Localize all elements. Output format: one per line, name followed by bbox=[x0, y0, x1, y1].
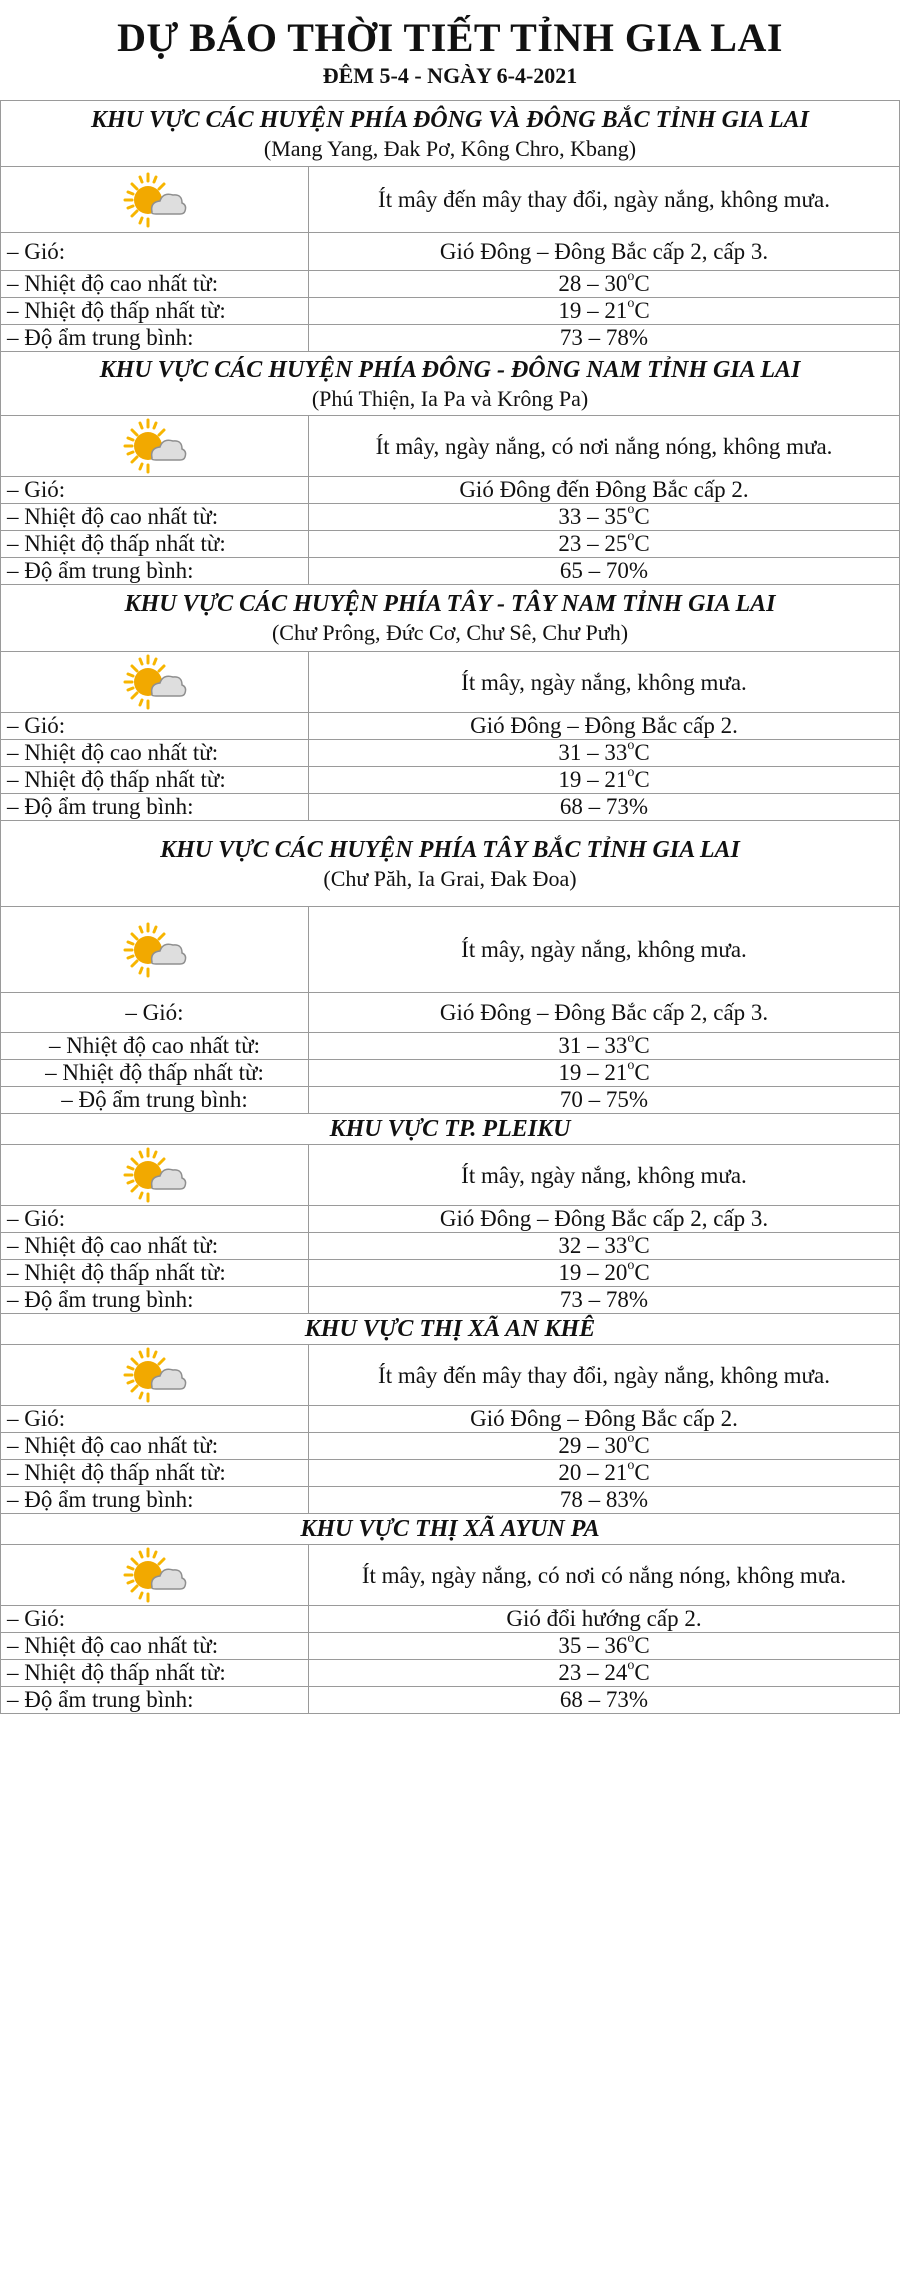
wind-value bbox=[309, 477, 900, 504]
degree-mark: o bbox=[627, 1231, 635, 1246]
value-text: 65 – 70% bbox=[559, 558, 649, 583]
max-temp-label: – Nhiệt độ cao nhất từ: bbox=[1, 1033, 309, 1060]
weather-description: Ít mây đến mây thay đổi, ngày nắng, không mưa. bbox=[309, 167, 900, 233]
humidity-label: – Độ ẩm trung bình: bbox=[1, 325, 309, 352]
max-temp-value bbox=[309, 1633, 900, 1660]
min-temp-label: – Nhiệt độ thấp nhất từ: bbox=[1, 1460, 309, 1487]
value-text: 31 – 33 bbox=[558, 1033, 628, 1058]
celsius-unit: C bbox=[634, 1433, 650, 1458]
max-temp-row bbox=[1, 1233, 900, 1260]
min-temp-value bbox=[309, 767, 900, 794]
weather-icon-cell bbox=[1, 907, 309, 993]
wind-label: – Gió: bbox=[1, 233, 309, 271]
max-temp-row bbox=[1, 271, 900, 298]
section-districts: (Chư Păh, Ia Grai, Đak Đoa) bbox=[323, 865, 577, 891]
max-temp-row bbox=[1, 1433, 900, 1460]
page-title: DỰ BÁO THỜI TIẾT TỈNH GIA LAI bbox=[117, 15, 783, 60]
max-temp-value bbox=[309, 1433, 900, 1460]
weather-summary-row bbox=[1, 907, 900, 993]
section-title: KHU VỰC CÁC HUYỆN PHÍA ĐÔNG - ĐÔNG NAM TỈNH GIA LAI bbox=[99, 356, 801, 383]
degree-mark: o bbox=[627, 502, 635, 517]
max-temp-value bbox=[309, 1033, 900, 1060]
value-text: Gió Đông – Đông Bắc cấp 2. bbox=[470, 1406, 738, 1431]
min-temp-value bbox=[309, 298, 900, 325]
celsius-unit: C bbox=[634, 1033, 650, 1058]
section-header-cell bbox=[1, 1114, 900, 1145]
min-temp-row bbox=[1, 531, 900, 558]
value-text: 19 – 20 bbox=[558, 1260, 628, 1285]
humidity-value bbox=[309, 1287, 900, 1314]
wind-row bbox=[1, 993, 900, 1033]
humidity-label: – Độ ẩm trung bình: bbox=[1, 1087, 309, 1114]
wind-value bbox=[309, 1406, 900, 1433]
weather-icon-cell bbox=[1, 167, 309, 233]
weather-icon-cell bbox=[1, 652, 309, 713]
value-text: 32 – 33 bbox=[558, 1233, 628, 1258]
humidity-value bbox=[309, 794, 900, 821]
sun-behind-cloud-icon bbox=[122, 1345, 188, 1405]
forecast-table bbox=[0, 100, 900, 1714]
value-text: 19 – 21 bbox=[558, 767, 628, 792]
degree-mark: o bbox=[627, 1031, 635, 1046]
weather-icon-cell bbox=[1, 1545, 309, 1606]
section-header bbox=[1, 101, 900, 167]
humidity-label: – Độ ẩm trung bình: bbox=[1, 558, 309, 585]
wind-value bbox=[309, 1206, 900, 1233]
degree-mark: o bbox=[627, 269, 635, 284]
section-title: KHU VỰC THỊ XÃ AYUN PA bbox=[300, 1516, 600, 1542]
humidity-row bbox=[1, 1487, 900, 1514]
wind-row bbox=[1, 1606, 900, 1633]
wind-label: – Gió: bbox=[1, 1206, 309, 1233]
min-temp-row bbox=[1, 1660, 900, 1687]
page-subtitle: ĐÊM 5-4 - NGÀY 6-4-2021 bbox=[322, 63, 578, 88]
weather-description: Ít mây, ngày nắng, không mưa. bbox=[309, 1145, 900, 1206]
max-temp-value bbox=[309, 271, 900, 298]
humidity-value bbox=[309, 1487, 900, 1514]
value-text: 29 – 30 bbox=[558, 1433, 628, 1458]
min-temp-row bbox=[1, 1460, 900, 1487]
wind-value bbox=[309, 713, 900, 740]
max-temp-label: – Nhiệt độ cao nhất từ: bbox=[1, 271, 309, 298]
humidity-row bbox=[1, 794, 900, 821]
value-text: 23 – 25 bbox=[558, 531, 628, 556]
humidity-label: – Độ ẩm trung bình: bbox=[1, 794, 309, 821]
section-header bbox=[1, 585, 900, 652]
weather-description: Ít mây đến mây thay đổi, ngày nắng, không mưa. bbox=[309, 1345, 900, 1406]
max-temp-row bbox=[1, 740, 900, 767]
weather-description: Ít mây, ngày nắng, có nơi nắng nóng, không mưa. bbox=[309, 416, 900, 477]
humidity-row bbox=[1, 1287, 900, 1314]
wind-row bbox=[1, 713, 900, 740]
degree-mark: o bbox=[627, 1458, 635, 1473]
section-header bbox=[1, 1314, 900, 1345]
max-temp-label: – Nhiệt độ cao nhất từ: bbox=[1, 1633, 309, 1660]
wind-row bbox=[1, 1406, 900, 1433]
sun-behind-cloud-icon bbox=[122, 920, 188, 980]
value-text: 20 – 21 bbox=[558, 1460, 628, 1485]
max-temp-row bbox=[1, 1633, 900, 1660]
value-text: 33 – 35 bbox=[558, 504, 628, 529]
weather-description: Ít mây, ngày nắng, không mưa. bbox=[309, 907, 900, 993]
max-temp-value bbox=[309, 1233, 900, 1260]
min-temp-row bbox=[1, 1260, 900, 1287]
max-temp-value bbox=[309, 504, 900, 531]
value-text: 73 – 78% bbox=[559, 325, 649, 350]
min-temp-label: – Nhiệt độ thấp nhất từ: bbox=[1, 1060, 309, 1087]
celsius-unit: C bbox=[634, 1260, 650, 1285]
sun-behind-cloud-icon bbox=[122, 652, 188, 712]
celsius-unit: C bbox=[634, 1633, 650, 1658]
min-temp-label: – Nhiệt độ thấp nhất từ: bbox=[1, 531, 309, 558]
sun-behind-cloud-icon bbox=[122, 170, 188, 230]
wind-label: – Gió: bbox=[1, 713, 309, 740]
humidity-row bbox=[1, 325, 900, 352]
celsius-unit: C bbox=[634, 1660, 650, 1685]
value-text: 19 – 21 bbox=[558, 298, 628, 323]
value-text: 23 – 24 bbox=[558, 1660, 628, 1685]
wind-row bbox=[1, 233, 900, 271]
section-title: KHU VỰC THỊ XÃ AN KHÊ bbox=[304, 1316, 596, 1342]
degree-mark: o bbox=[627, 296, 635, 311]
section-header-cell bbox=[1, 352, 900, 416]
degree-mark: o bbox=[627, 765, 635, 780]
max-temp-label: – Nhiệt độ cao nhất từ: bbox=[1, 1233, 309, 1260]
wind-value bbox=[309, 993, 900, 1033]
min-temp-label: – Nhiệt độ thấp nhất từ: bbox=[1, 298, 309, 325]
section-header-cell bbox=[1, 101, 900, 167]
min-temp-row bbox=[1, 298, 900, 325]
value-text: 73 – 78% bbox=[559, 1287, 649, 1312]
min-temp-value bbox=[309, 1460, 900, 1487]
section-header-cell bbox=[1, 821, 900, 907]
value-text: Gió Đông – Đông Bắc cấp 2, cấp 3. bbox=[439, 1206, 769, 1231]
section-header bbox=[1, 352, 900, 416]
section-title: KHU VỰC CÁC HUYỆN PHÍA ĐÔNG VÀ ĐÔNG BẮC TỈNH GIA LAI bbox=[90, 106, 810, 133]
wind-label: – Gió: bbox=[1, 477, 309, 504]
min-temp-row bbox=[1, 767, 900, 794]
section-districts: (Mang Yang, Đak Pơ, Kông Chro, Kbang) bbox=[263, 135, 637, 161]
degree-mark: o bbox=[627, 1058, 635, 1073]
section-header bbox=[1, 1114, 900, 1145]
humidity-row bbox=[1, 1087, 900, 1114]
value-text: Gió Đông đến Đông Bắc cấp 2. bbox=[459, 477, 749, 502]
value-text: 31 – 33 bbox=[558, 740, 628, 765]
section-title: KHU VỰC CÁC HUYỆN PHÍA TÂY BẮC TỈNH GIA LAI bbox=[160, 836, 740, 863]
degree-mark: o bbox=[627, 1258, 635, 1273]
degree-mark: o bbox=[627, 1631, 635, 1646]
min-temp-value bbox=[309, 531, 900, 558]
wind-label: – Gió: bbox=[1, 993, 309, 1033]
degree-mark: o bbox=[627, 738, 635, 753]
wind-row bbox=[1, 1206, 900, 1233]
weather-description: Ít mây, ngày nắng, không mưa. bbox=[309, 652, 900, 713]
degree-mark: o bbox=[627, 1431, 635, 1446]
humidity-label: – Độ ẩm trung bình: bbox=[1, 1487, 309, 1514]
value-text: 70 – 75% bbox=[559, 1087, 649, 1112]
celsius-unit: C bbox=[634, 1460, 650, 1485]
wind-label: – Gió: bbox=[1, 1406, 309, 1433]
min-temp-label: – Nhiệt độ thấp nhất từ: bbox=[1, 1260, 309, 1287]
min-temp-row bbox=[1, 1060, 900, 1087]
weather-icon-cell bbox=[1, 1145, 309, 1206]
section-title: KHU VỰC TP. PLEIKU bbox=[329, 1116, 571, 1142]
min-temp-value bbox=[309, 1060, 900, 1087]
weather-summary-row bbox=[1, 167, 900, 233]
value-text: 19 – 21 bbox=[558, 1060, 628, 1085]
max-temp-label: – Nhiệt độ cao nhất từ: bbox=[1, 1433, 309, 1460]
max-temp-value bbox=[309, 740, 900, 767]
humidity-row bbox=[1, 1687, 900, 1714]
humidity-value bbox=[309, 1687, 900, 1714]
celsius-unit: C bbox=[634, 767, 650, 792]
section-title: KHU VỰC CÁC HUYỆN PHÍA TÂY - TÂY NAM TỈNH GIA LAI bbox=[124, 591, 776, 617]
section-header-cell bbox=[1, 1514, 900, 1545]
value-text: 68 – 73% bbox=[559, 1687, 649, 1712]
weather-icon-cell bbox=[1, 416, 309, 477]
humidity-label: – Độ ẩm trung bình: bbox=[1, 1287, 309, 1314]
value-text: 68 – 73% bbox=[559, 794, 649, 819]
wind-value bbox=[309, 233, 900, 271]
weather-summary-row bbox=[1, 416, 900, 477]
section-districts: (Chư Prông, Đức Cơ, Chư Sê, Chư Pưh) bbox=[271, 620, 629, 645]
weather-summary-row bbox=[1, 1545, 900, 1606]
celsius-unit: C bbox=[634, 531, 650, 556]
sun-behind-cloud-icon bbox=[122, 1545, 188, 1605]
section-header bbox=[1, 1514, 900, 1545]
value-text: 35 – 36 bbox=[558, 1633, 628, 1658]
weather-description: Ít mây, ngày nắng, có nơi có nắng nóng, không mưa. bbox=[309, 1545, 900, 1606]
humidity-value bbox=[309, 325, 900, 352]
sun-behind-cloud-icon bbox=[122, 1145, 188, 1205]
min-temp-label: – Nhiệt độ thấp nhất từ: bbox=[1, 1660, 309, 1687]
value-text: Gió đổi hướng cấp 2. bbox=[506, 1606, 702, 1631]
humidity-value bbox=[309, 558, 900, 585]
section-header-cell bbox=[1, 1314, 900, 1345]
section-header-cell bbox=[1, 585, 900, 652]
value-text: Gió Đông – Đông Bắc cấp 2, cấp 3. bbox=[439, 999, 769, 1025]
value-text: Gió Đông – Đông Bắc cấp 2. bbox=[470, 713, 738, 738]
degree-mark: o bbox=[627, 529, 635, 544]
wind-label: – Gió: bbox=[1, 1606, 309, 1633]
celsius-unit: C bbox=[634, 1233, 650, 1258]
humidity-row bbox=[1, 558, 900, 585]
min-temp-label: – Nhiệt độ thấp nhất từ: bbox=[1, 767, 309, 794]
celsius-unit: C bbox=[634, 298, 650, 323]
value-text: 78 – 83% bbox=[559, 1487, 649, 1512]
section-districts: (Phú Thiện, Ia Pa và Krông Pa) bbox=[311, 385, 589, 411]
max-temp-row bbox=[1, 504, 900, 531]
celsius-unit: C bbox=[634, 740, 650, 765]
max-temp-row bbox=[1, 1033, 900, 1060]
section-header bbox=[1, 821, 900, 907]
weather-summary-row bbox=[1, 652, 900, 713]
value-text: 28 – 30 bbox=[558, 271, 628, 296]
min-temp-value bbox=[309, 1660, 900, 1687]
weather-icon-cell bbox=[1, 1345, 309, 1406]
humidity-label: – Độ ẩm trung bình: bbox=[1, 1687, 309, 1714]
humidity-value bbox=[309, 1087, 900, 1114]
max-temp-label: – Nhiệt độ cao nhất từ: bbox=[1, 504, 309, 531]
wind-row bbox=[1, 477, 900, 504]
weather-summary-row bbox=[1, 1345, 900, 1406]
celsius-unit: C bbox=[634, 504, 650, 529]
max-temp-label: – Nhiệt độ cao nhất từ: bbox=[1, 740, 309, 767]
wind-value bbox=[309, 1606, 900, 1633]
weather-summary-row bbox=[1, 1145, 900, 1206]
value-text: Gió Đông – Đông Bắc cấp 2, cấp 3. bbox=[439, 238, 769, 264]
sun-behind-cloud-icon bbox=[122, 416, 188, 476]
degree-mark: o bbox=[627, 1658, 635, 1673]
celsius-unit: C bbox=[634, 271, 650, 296]
page-header bbox=[0, 0, 900, 100]
celsius-unit: C bbox=[634, 1060, 650, 1085]
min-temp-value bbox=[309, 1260, 900, 1287]
